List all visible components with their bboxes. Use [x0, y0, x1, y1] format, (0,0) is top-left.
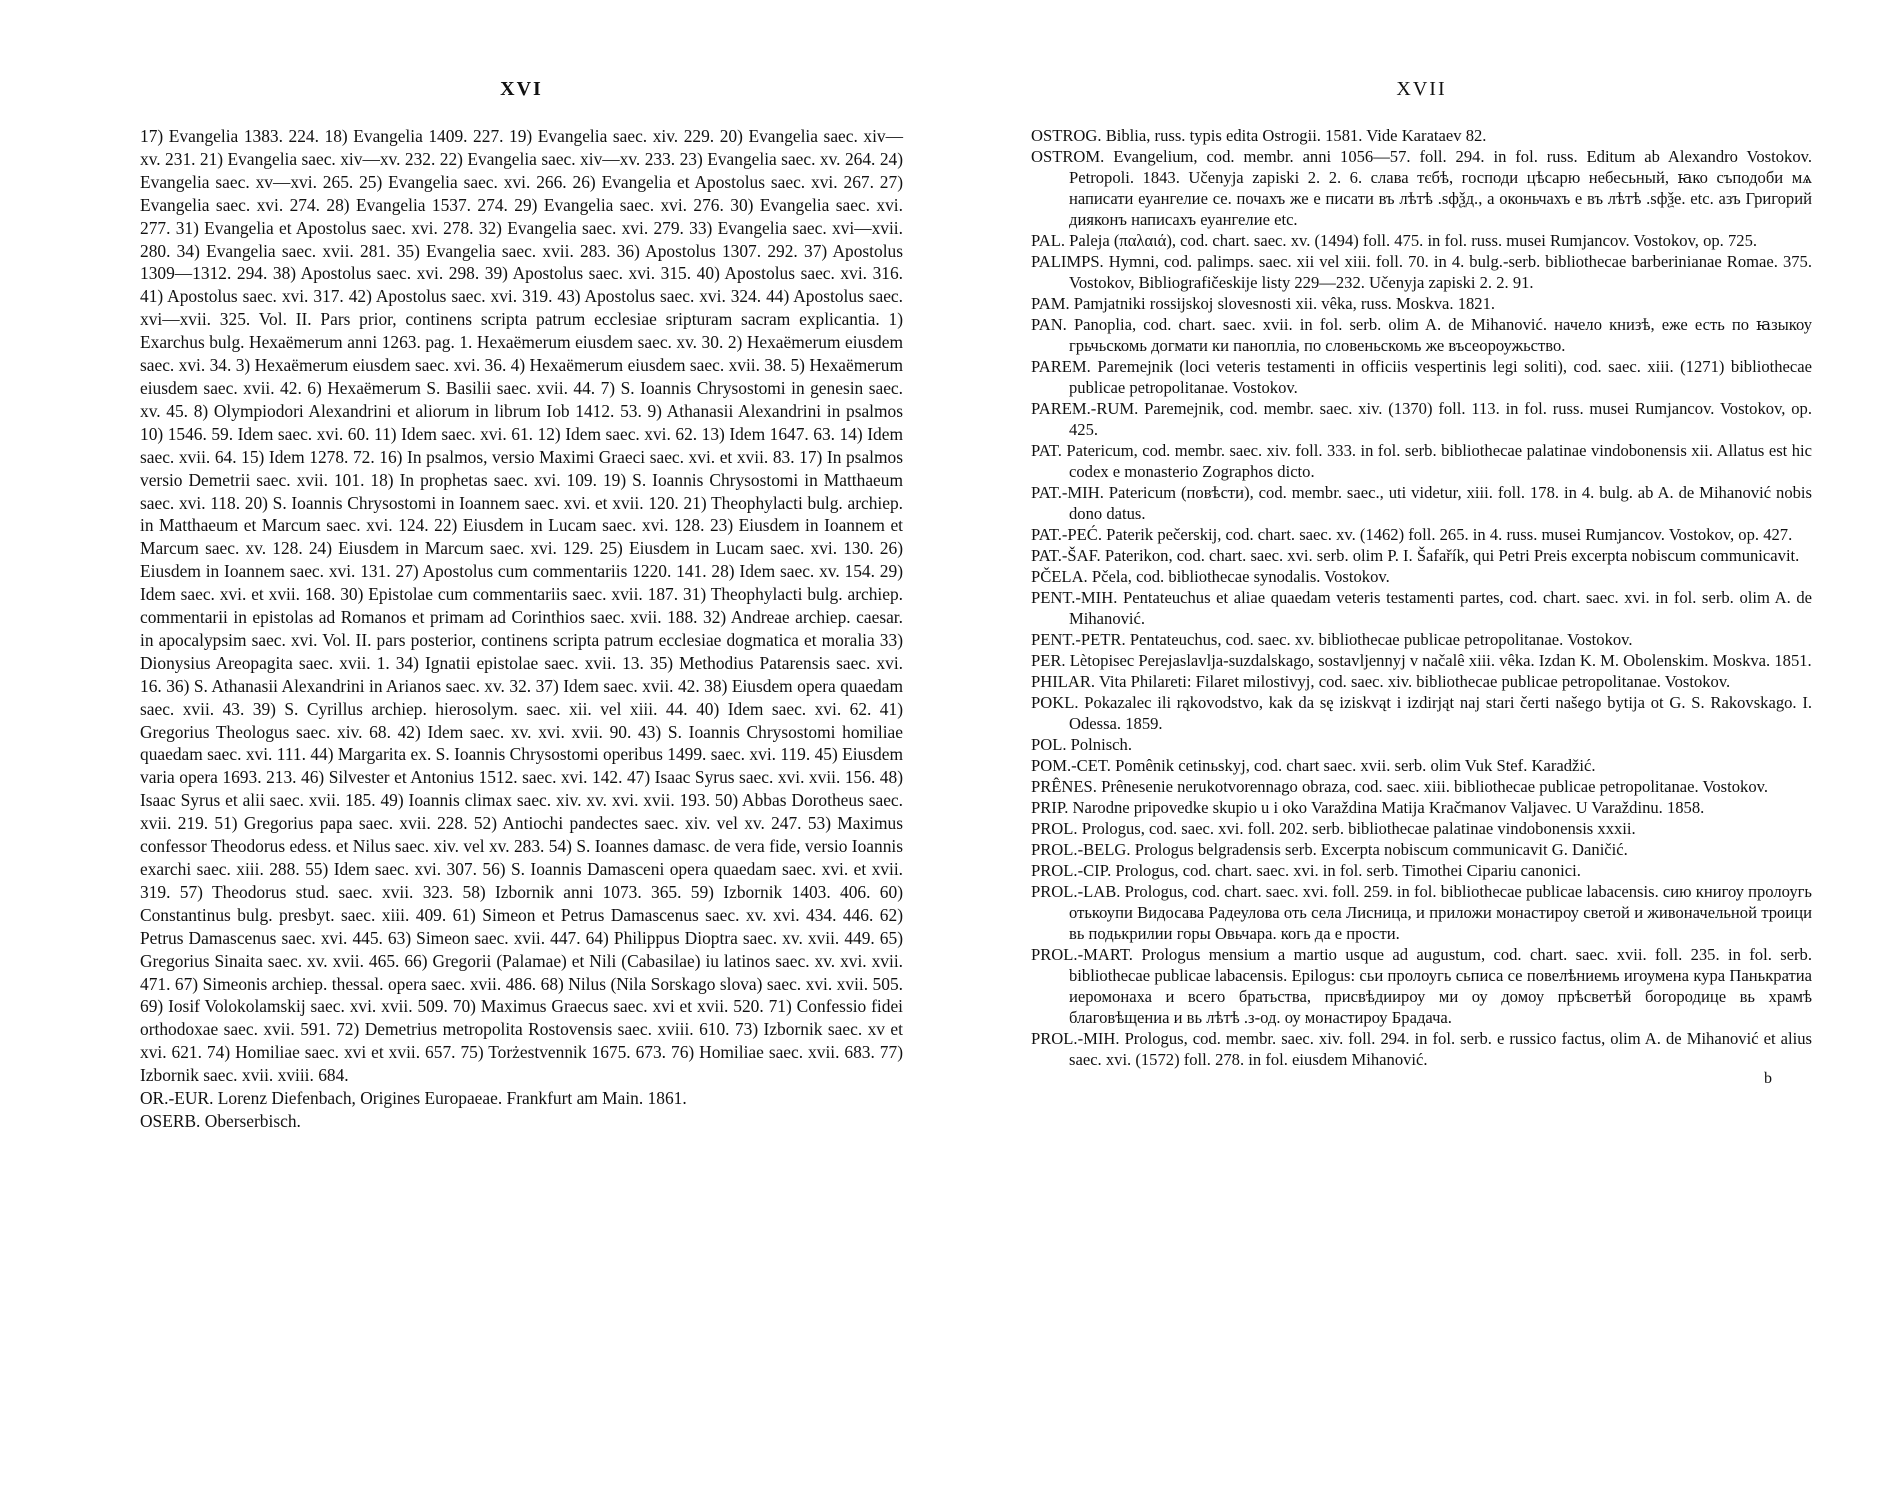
entry-text: Paremejnik (loci veteris testamenti in officiis vespertinis legi soliti), cod. saec. xiii. (1271) bibliothecae publicae petropolitanae. Vostokov. — [1069, 357, 1812, 397]
dictionary-entry — [1031, 1028, 1812, 1070]
entry-abbr: PROL.-LAB. — [1031, 882, 1121, 901]
dictionary-entry — [1031, 125, 1812, 146]
dictionary-entry — [1031, 146, 1812, 230]
entry-text: Vita Philareti: Filaret milostivyj, cod. saec. xiv. bibliothecae publicae petropolitanae. Vostokov. — [1098, 672, 1731, 691]
entry-abbr: PČELA. — [1031, 567, 1088, 586]
dictionary-entry — [1031, 839, 1812, 860]
entry-abbr: PROL.-BELG. — [1031, 840, 1131, 859]
dictionary-entry — [1031, 587, 1812, 629]
entry-text: Polnisch. — [1070, 735, 1132, 754]
dictionary-entry — [1031, 881, 1812, 944]
dictionary-entry — [1031, 818, 1812, 839]
entry-abbr: PAREM. — [1031, 357, 1091, 376]
dictionary-entry — [1031, 671, 1812, 692]
entry-abbr: PAREM.-RUM. — [1031, 399, 1139, 418]
dictionary-entry — [1031, 293, 1812, 314]
dictionary-entry — [1031, 482, 1812, 524]
dictionary-entry — [1031, 755, 1812, 776]
dictionary-entry — [1031, 524, 1812, 545]
entry-abbr: PALIMPS. — [1031, 252, 1104, 271]
entry-abbr: PAT.-ŠAF. — [1031, 546, 1101, 565]
dictionary-entry — [1031, 356, 1812, 398]
entry-abbr: PROL.-CIP. — [1031, 861, 1112, 880]
entry-abbr: OSTROM. — [1031, 147, 1105, 166]
entry-abbr: PRÊNES. — [1031, 777, 1097, 796]
entry-abbr: POM.-CET. — [1031, 756, 1111, 775]
dictionary-entry — [1031, 629, 1812, 650]
entry-text: Lètopisec Perejaslavlja-suzdalskago, sostavljennyj v načalê xiii. vêka. Izdan K. M. Obolenskim. Moskva. 1851. — [1069, 651, 1812, 670]
entry-abbr: PROL.-MART. — [1031, 945, 1133, 964]
entry-text: Prologus belgradensis serb. Excerpta nobiscum communicavit G. Daničić. — [1134, 840, 1628, 859]
entry-text: Patericum (повѣсти), cod. membr. saec., uti videtur, xiii. foll. 178. in 4. bulg. ab A. de Mihanović nobis dono datus. — [1069, 483, 1812, 523]
dictionary-entry — [1031, 314, 1812, 356]
entry-abbr: PAM. — [1031, 294, 1070, 313]
entry-text: Pentateuchus et aliae quaedam veteris testamenti partes, cod. chart. saec. xvi. in fol. serb. olim A. de Mihanović. — [1069, 588, 1813, 628]
entry-text: Pčela, cod. bibliothecae synodalis. Vostokov. — [1091, 567, 1390, 586]
entry-abbr: PER. — [1031, 651, 1066, 670]
entry-text: Prologus, cod. chart. saec. xvi. foll. 259. in fol. bibliothecae publicae labacensis. сию книгоу пролоугь отькоупи Видосава Радеулова оть села Лисница, и приложи монастироу светой и живоначельной троици вь подькрилии горы Овьчара. когь да е прости. — [1069, 882, 1812, 943]
entry-abbr: PENT.-PETR. — [1031, 630, 1126, 649]
entry-text: Evangelium, cod. membr. anni 1056—57. foll. 294. in fol. russ. Editum ab Alexandro Vostokov. Petropoli. 1843. Učenyja zapiski 2. 2. 6. слава тєбѣ, господи цѣсарю небесьный, ꙗко съподоби мѧ написати еуангелие се. почахъ же е писати въ лѣтѣ .ѕфѯд., а оконьчахъ е въ лѣтѣ .ѕфѯе. etc. азъ Григорий дияконъ написахъ еуангелие etc. — [1069, 147, 1813, 229]
entry-text: Prologus, cod. saec. xvi. foll. 202. serb. bibliothecae palatinae vindobonensis xxxii. — [1081, 819, 1636, 838]
entry-abbr: PAL. — [1031, 231, 1065, 250]
entry-abbr: PRIP. — [1031, 798, 1069, 817]
entry-abbr: PAT.-MIH. — [1031, 483, 1104, 502]
entry-or-eur — [140, 1087, 903, 1110]
dictionary-entry — [1031, 734, 1812, 755]
dictionary-entry — [1031, 944, 1812, 1028]
entry-text: Narodne pripovedke skupio u i oko Varaždina Matija Kračmanov Valjavec. U Varaždinu. 1858. — [1072, 798, 1705, 817]
entry-abbr: PENT.-MIH. — [1031, 588, 1118, 607]
dictionary-entry — [1031, 797, 1812, 818]
dictionary-entry — [1031, 692, 1812, 734]
entry-abbr: OSERB. — [140, 1110, 201, 1131]
dictionary-entry — [1031, 566, 1812, 587]
right-page-number: XVII — [1396, 78, 1447, 100]
entry-text: Paremejnik, cod. membr. saec. xiv. (1370) foll. 113. in fol. russ. musei Rumjancov. Vostokov, op. 425. — [1069, 399, 1812, 439]
dictionary-entry — [1031, 440, 1812, 482]
right-entries — [1031, 125, 1812, 1070]
entry-text: Pokazalec ili rąkovodstvo, kak da sę iziskvąt i izdirjąt naj stari čerti našego bytija ot G. S. Rakovskago. I. Odessa. 1859. — [1069, 693, 1812, 733]
dictionary-entry — [1031, 230, 1812, 251]
entry-text: Prologus, cod. chart. saec. xvi. in fol. serb. Timothei Cipariu canonici. — [1115, 861, 1581, 880]
entry-text: Prologus, cod. membr. saec. xiv. foll. 294. in fol. serb. e russico factus, olim A. de Mihanović et alius saec. xvi. (1572) foll. 278. in fol. eiusdem Mihanović. — [1069, 1029, 1812, 1069]
entry-text: Panoplia, cod. chart. saec. xvii. in fol. serb. olim A. de Mihanović. начело книзѣ, еже есть по ꙗзыкоу грьчьскомь догмати ки панопліа, по словеньскомь же въсеороужьство. — [1069, 315, 1812, 355]
left-page-number: XVI — [500, 78, 543, 100]
entry-abbr: PROL. — [1031, 819, 1078, 838]
entry-text: Paleja (παλαιά), cod. chart. saec. xv. (1494) foll. 475. in fol. russ. musei Rumjancov. Vostokov, op. 725. — [1069, 231, 1758, 250]
dictionary-entry — [1031, 398, 1812, 440]
entry-abbr: POL. — [1031, 735, 1067, 754]
entry-text: Pentateuchus, cod. saec. xv. bibliothecae publicae petropolitanae. Vostokov. — [1129, 630, 1633, 649]
dictionary-entry — [1031, 776, 1812, 797]
entry-abbr: PHILAR. — [1031, 672, 1096, 691]
entry-text: Paterikon, cod. chart. saec. xvi. serb. olim P. I. Šafařík, qui Petri Preis excerpta nobiscum communicavit. — [1104, 546, 1800, 565]
entry-abbr: PAN. — [1031, 315, 1067, 334]
entry-oserb — [140, 1110, 903, 1133]
entry-text: Lorenz Diefenbach, Origines Europaeae. Frankfurt am Main. 1861. — [217, 1088, 687, 1109]
entry-text: Prologus mensium a martio usque ad augustum, cod. chart. saec. xvii. foll. 235. in fol. serb. bibliothecae publicae labacensis. Epilogus: сьи пролоугь сьписа се повелѣниемь игоумена кура Панькратиа иеромонаха и всего братьства, присвѣдиироу ми оу домоу прѣсветѣй богородице вь храмѣ благовѣщениа и вь лѣтѣ .з-од. оу монастироу Брадача. — [1069, 945, 1813, 1027]
dictionary-entry — [1031, 650, 1812, 671]
right-page — [951, 0, 1902, 1500]
entry-text: Pamjatniki rossijskoj slovesnosti xii. vêka, russ. Moskva. 1821. — [1073, 294, 1496, 313]
entry-abbr: PAT. — [1031, 441, 1062, 460]
entry-abbr: OSTROG. — [1031, 126, 1102, 145]
entry-abbr: POKL. — [1031, 693, 1079, 712]
entry-abbr: OR.-EUR. — [140, 1088, 214, 1109]
entry-text: Pomênik cetinьskyj, cod. chart saec. xvii. serb. olim Vuk Stef. Karadžić. — [1115, 756, 1596, 775]
entry-text: Biblia, russ. typis edita Ostrogii. 1581. Vide Karataev 82. — [1105, 126, 1487, 145]
left-entries — [140, 1087, 903, 1132]
dictionary-entry — [1031, 860, 1812, 881]
entry-text: Hymni, cod. palimps. saec. xii vel xiii. foll. 70. in 4. bulg.-serb. bibliothecae barberinianae Romae. 375. Vostokov, Bibliografičeskije listy 229—232. Učenyja zapiski 2. 2. 91. — [1069, 252, 1812, 292]
left-continuation-text: 17) Evangelia 1383. 224. 18) Evangelia 1409. 227. 19) Evangelia saec. xiv. 229. 20) Evangelia saec. xiv—xv. 231. 21) Evangelia saec. xiv—xv. 232. 22) Evangelia saec. xiv—xv. 233. 23) Evangelia saec. xv. 264. 24) Evangelia saec. xv—xvi. 265. 25) Evangelia saec. xvi. 266. 26) Evangelia et Apostolus saec. xvi. 267. 27) Evangelia saec. xvi. 274. 28) Evangelia 1537. 274. 29) Evangelia saec. xvi. 276. 30) Evangelia saec. xvi. 277. 31) Evangelia et Apostolus saec. xvi. 278. 32) Evangelia saec. xvi. 279. 33) Evangelia saec. xvi—xvii. 280. 34) Evangelia saec. xvii. 281. 35) Evangelia saec. xvii. 283. 36) Apostolus 1307. 292. 37) Apostolus 1309—1312. 294. 38) Apostolus saec. xvi. 298. 39) Apostolus saec. xvi. 315. 40) Apostolus saec. xvi. 316. 41) Apostolus saec. xvi. 317. 42) Apostolus saec. xvi. 319. 43) Apostolus saec. xvi. 324. 44) Apostolus saec. xvi—xvii. 325. Vol. II. Pars prior, continens scripta patrum ecclesiae sripturam sacram explicantia. 1) Exarchus bulg. Hexaëmerum anni 1263. pag. 1. Hexaëmerum eiusdem saec. xv. 30. 2) Hexaëmerum eiusdem saec. xvi. 34. 3) Hexaëmerum eiusdem saec. xvi. 36. 4) Hexaëmerum eiusdem saec. xvii. 38. 5) Hexaëmerum eiusdem saec. xvii. 42. 6) Hexaëmerum S. Basilii saec. xvii. 44. 7) S. Ioannis Chrysostomi in genesin saec. xv. 45. 8) Olympiodori Alexandrini et aliorum in librum Iob 1412. 53. 9) Athanasii Alexandrini in psalmos 10) 1546. 59. Idem saec. xvi. 60. 11) Idem saec. xvi. 61. 12) Idem saec. xvi. 62. 13) Idem 1647. 63. 14) Idem saec. xvii. 64. 15) Idem 1278. 72. 16) In psalmos, versio Maximi Graeci saec. xvi. et xvii. 83. 17) In psalmos versio Demetrii saec. xvii. 101. 18) In prophetas saec. xvi. 109. 19) S. Ioannis Chrysostomi in Matthaeum saec. xvi. 118. 20) S. Ioannis Chrysostomi in Ioannem saec. xvi. et xvii. 120. 21) Theophylacti bulg. archiep. in Matthaeum et Marcum saec. xvi. 124. 22) Eiusdem in Lucam saec. xvi. 128. 23) Eiusdem in Ioannem et Marcum saec. xv. 128. 24) Eiusdem in Marcum saec. xvi. 129. 25) Eiusdem in Lucam saec. xvi. 130. 26) Eiusdem in Ioannem saec. xvi. 131. 27) Apostolus cum commentariis 1220. 141. 28) Idem saec. xv. 154. 29) Idem saec. xvi. et xvii. 168. 30) Epistolae cum commentariis saec. xvii. 187. 31) Theophylacti bulg. archiep. commentarii in epistolas ad Romanos et primam ad Corinthios saec. xvii. 188. 32) Andreae archiep. caesar. in apocalypsim saec. xvi. Vol. II. pars posterior, continens scripta patrum ecclesiae dogmatica et moralia 33) Dionysius Areopagita saec. xvii. 1. 34) Ignatii epistolae saec. xvii. 13. 35) Methodius Patarensis saec. xvi. 16. 36) S. Athanasii Alexandrini in Arianos saec. xv. 32. 37) Idem saec. xvii. 42. 38) Eiusdem opera quaedam saec. xvii. 43. 39) S. Cyrillus archiep. hierosolym. saec. xii. vel xiii. 44. 40) Idem saec. xvi. 62. 41) Gregorius Theologus saec. xiv. 68. 42) Idem saec. xv. xvi. xvii. 90. 43) S. Ioannis Chrysostomi homiliae quaedam saec. xvi. 111. 44) Margarita ex. S. Ioannis Chrysostomi operibus 1499. saec. xvi. 119. 45) Eiusdem varia opera 1693. 213. 46) Silvester et Antonius 1512. saec. xvi. 142. 47) Isaac Syrus saec. xvi. xvii. 156. 48) Isaac Syrus et alii saec. xvii. 185. 49) Ioannis climax saec. xiv. xv. xvi. xvii. 193. 50) Abbas Dorotheus saec. xvii. 219. 51) Gregorius papa saec. xvii. 228. 52) Antiochi pandectes saec. xiv. vel xv. 247. 53) Maximus confessor Theodorus edess. et Nilus saec. xiv. vel xv. 283. 54) S. Ioannes damasc. de vera fide, versio Ioannis exarchi saec. xiii. 288. 55) Idem saec. xvi. 307. 56) S. Ioannis Damasceni opera quaedam saec. xvi. et xvii. 319. 57) Theodorus stud. saec. xvii. 323. 58) Izbornik anni 1073. 365. 59) Izbornik 1403. 406. 60) Constantinus bulg. presbyt. saec. xiii. 409. 61) Simeon et Petrus Damascenus saec. xv. xvi. 434. 446. 62) Petrus Damascenus saec. xvi. 445. 63) Simeon saec. xvii. 447. 64) Philippus Dioptra saec. xv. xvii. 449. 65) Gregorius Sinaita saec. xv. xvii. 465. 66) Gregorii (Palamae) et Nili (Cabasilae) iu latinos saec. xv. xvi. xvii. 471. 67) Simeonis archiep. thessal. opera saec. xvii. 486. 68) Nilus (Nila Sorskago slova) saec. xvi. xvii. 505. 69) Iosif Volokolamskij saec. xvi. xvii. 509. 70) Maximus Graecus saec. xvi et xvii. 520. 71) Confessio fidei orthodoxae saec. xvii. 591. 72) Demetrius metropolita Rostovensis saec. xviii. 610. 73) Izbornik saec. xv et xvi. 621. 74) Homiliae saec. xvi et xvii. 657. 75) Torżestvennik 1675. 673. 76) Homiliae saec. xvii. 683. 77) Izbornik saec. xvii. xviii. 684. — [140, 126, 903, 1086]
dictionary-entry — [1031, 545, 1812, 566]
entry-text: Patericum, cod. membr. saec. xiv. foll. 333. in fol. serb. bibliothecae palatinae vindobonensis xii. Allatus est hic codex e monasterio Zographos dicto. — [1066, 441, 1812, 481]
entry-abbr: PAT.-PEĆ. — [1031, 525, 1103, 544]
entry-text: Paterik pečerskij, cod. chart. saec. xv. (1462) foll. 265. in 4. russ. musei Rumjancov. Vostokov, op. 427. — [1106, 525, 1793, 544]
entry-text: Oberserbisch. — [204, 1110, 301, 1131]
entry-abbr: PROL.-MIH. — [1031, 1029, 1120, 1048]
signature-mark: b — [1764, 1070, 1772, 1087]
dictionary-entry — [1031, 251, 1812, 293]
entry-text: Prênesenie nerukotvorennago obraza, cod. saec. xiii. bibliothecae publicae petropolitanae. Vostokov. — [1101, 777, 1769, 796]
